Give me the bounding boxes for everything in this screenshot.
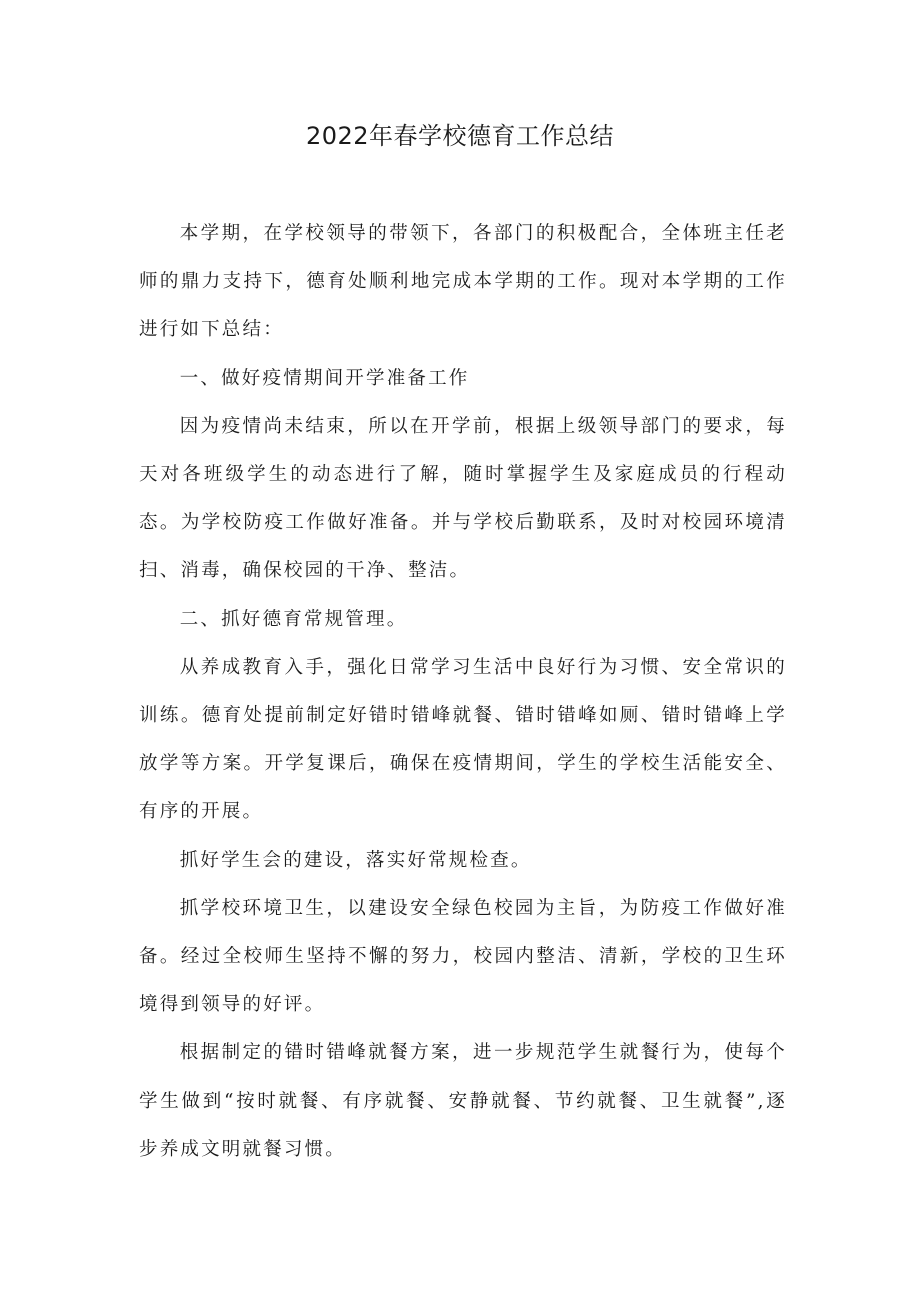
paragraph-epidemic-prep: 因为疫情尚未结束，所以在开学前，根据上级领导部门的要求，每天对各班级学生的动态进行了解，随时掌握学生及家庭成员的行程动态。为学校防疫工作做好准备。并与学校后勤联系，及时对校园环境清扫、消毒，确保校园的干净、整洁。 bbox=[139, 415, 787, 582]
paragraph-habits: 从养成教育入手，强化日常学习生活中良好行为习惯、安全常识的训练。德育处提前制定好错时错峰就餐、错时错峰如厕、错时错峰上学放学等方案。开学复课后，确保在疫情期间，学生的学校生活能安全、有序的开展。 bbox=[139, 656, 787, 823]
paragraph-dining: 根据制定的错时错峰就餐方案，进一步规范学生就餐行为，使每个学生做到“按时就餐、有序就餐、安静就餐、节约就餐、卫生就餐”,逐步养成文明就餐习惯。 bbox=[139, 1042, 787, 1160]
paragraph-hygiene: 抓学校环境卫生，以建设安全绿色校园为主旨，为防疫工作做好准备。经过全校师生坚持不懈的努力，校园内整洁、清新，学校的卫生环境得到领导的好评。 bbox=[139, 897, 787, 1016]
paragraph-student-union: 抓好学生会的建设，落实好常规检查。 bbox=[179, 849, 532, 871]
document-body bbox=[139, 210, 787, 1174]
paragraph-intro: 本学期，在学校领导的带领下，各部门的积极配合，全体班主任老师的鼎力支持下，德育处顺利地完成本学期的工作。现对本学期的工作进行如下总结： bbox=[139, 223, 787, 341]
section-heading-2: 二、抓好德育常规管理。 bbox=[179, 608, 408, 630]
document-title: 2022年春学校德育工作总结 bbox=[305, 122, 615, 150]
section-heading-1: 一、做好疫情期间开学准备工作 bbox=[179, 367, 470, 389]
